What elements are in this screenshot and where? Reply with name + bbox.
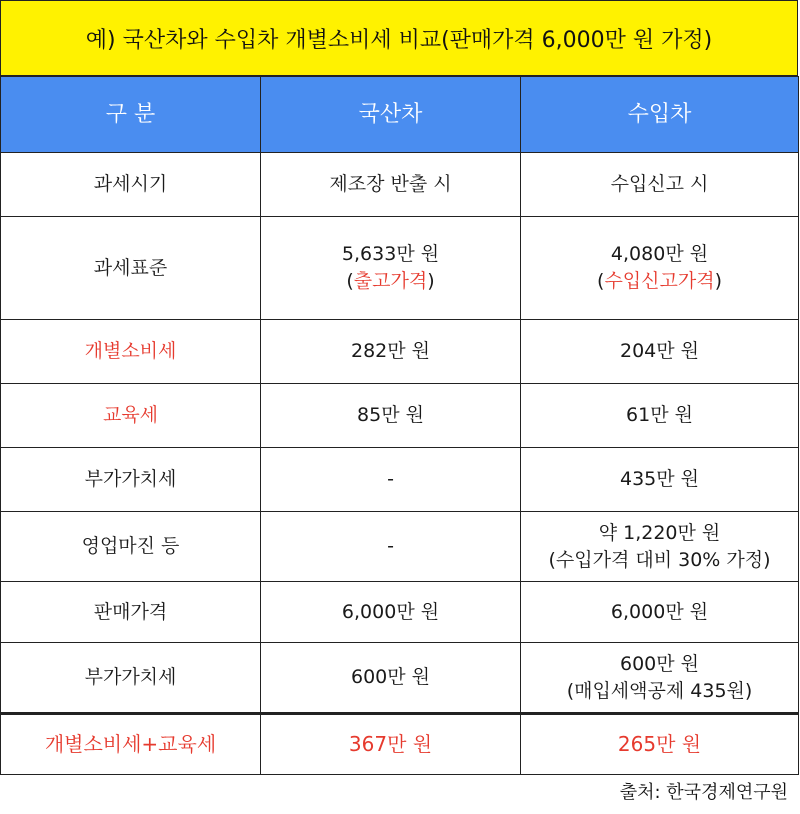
row-label-vat-2: 부가가치세 <box>1 643 261 714</box>
table-row <box>1 153 799 217</box>
comparison-table <box>0 76 799 775</box>
cell-domestic: - <box>261 448 521 512</box>
cell-note: (출고가격) <box>346 270 435 292</box>
cell-domestic: - <box>261 512 521 582</box>
cell-imported: 204만 원 <box>521 320 799 384</box>
table-row <box>1 582 799 643</box>
total-domestic: 367만 원 <box>261 714 521 775</box>
cell-value: 4,080만 원 <box>610 243 709 265</box>
row-label-tax-timing: 과세시기 <box>1 153 261 217</box>
row-label-tax-base: 과세표준 <box>1 217 261 320</box>
row-label-operating-margin: 영업마진 등 <box>1 512 261 582</box>
cell-note: (수입가격 대비 30% 가정) <box>548 548 771 571</box>
total-imported: 265만 원 <box>521 714 799 775</box>
cell-note: (매입세액공제 435원) <box>566 679 753 702</box>
cell-domestic: 6,000만 원 <box>261 582 521 643</box>
cell-imported: 수입신고 시 <box>521 153 799 217</box>
cell-domestic: 600만 원 <box>261 643 521 714</box>
table-row <box>1 320 799 384</box>
cell-domestic: 85만 원 <box>261 384 521 448</box>
table-row <box>1 384 799 448</box>
header-domestic: 국산차 <box>261 77 521 153</box>
cell-domestic: 제조장 반출 시 <box>261 153 521 217</box>
cell-imported <box>521 512 799 582</box>
table-row <box>1 448 799 512</box>
cell-domestic: 282만 원 <box>261 320 521 384</box>
header-category: 구 분 <box>1 77 261 153</box>
row-label-vat: 부가가치세 <box>1 448 261 512</box>
table-row <box>1 643 799 714</box>
note-highlight: 출고가격 <box>353 270 428 292</box>
cell-imported <box>521 643 799 714</box>
cell-imported: 435만 원 <box>521 448 799 512</box>
cell-imported: 61만 원 <box>521 384 799 448</box>
header-imported: 수입차 <box>521 77 799 153</box>
note-highlight: 수입신고가격 <box>604 270 715 292</box>
total-row <box>1 714 799 775</box>
source-caption: 출처: 한국경제연구원 <box>619 782 788 803</box>
table-row <box>1 217 799 320</box>
cell-value: 600만 원 <box>619 652 699 675</box>
cell-value: 5,633만 원 <box>341 243 440 265</box>
row-label-individual-consumption-tax: 개별소비세 <box>1 320 261 384</box>
table-row <box>1 512 799 582</box>
cell-note: (수입신고가격) <box>597 270 722 292</box>
row-label-sale-price: 판매가격 <box>1 582 261 643</box>
cell-imported <box>521 217 799 320</box>
cell-imported: 6,000만 원 <box>521 582 799 643</box>
cell-domestic <box>261 217 521 320</box>
row-label-education-tax: 교육세 <box>1 384 261 448</box>
total-label: 개별소비세+교육세 <box>1 714 261 775</box>
table-title: 예) 국산차와 수입차 개별소비세 비교(판매가격 6,000만 원 가정) <box>0 0 798 76</box>
cell-value: 약 1,220만 원 <box>598 521 721 544</box>
header-row <box>1 77 799 153</box>
